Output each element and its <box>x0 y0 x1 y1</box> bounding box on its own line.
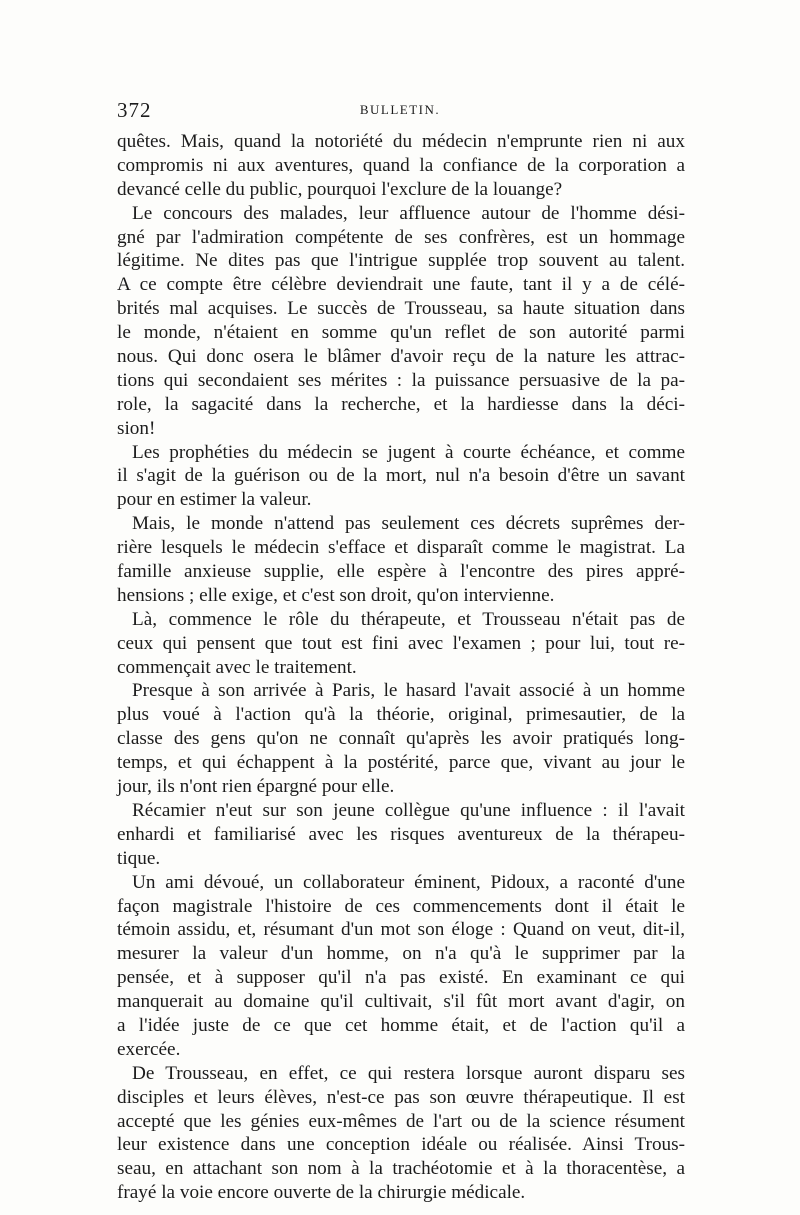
text-line: témoin assidu, et, résumant d'un mot son éloge : Quand on veut, dit-il, <box>117 919 685 941</box>
text-line: famille anxieuse supplie, elle espère à l'encontre des pires appré- <box>117 561 685 583</box>
text-line: ceux qui pensent que tout est fini avec l'examen ; pour lui, tout re- <box>117 632 685 654</box>
text-line: Les prophéties du médecin se jugent à courte échéance, et comme <box>132 441 685 463</box>
text-line: a l'idée juste de ce que cet homme était, et de l'action qu'il a <box>117 1014 685 1036</box>
text-line: tions qui secondaient ses mérites : la puissance persuasive de la pa- <box>117 369 685 391</box>
text-line: Le concours des malades, leur affluence autour de l'homme dési- <box>132 202 685 224</box>
text-line: le monde, n'étaient en somme qu'un reflet de son autorité parmi <box>117 322 685 344</box>
text-line: brités mal acquises. Le succès de Trousseau, sa haute situation dans <box>117 298 685 320</box>
text-line: A ce compte être célèbre deviendrait une faute, tant il y a de célé- <box>117 274 685 296</box>
text-line: Mais, le monde n'attend pas seulement ces décrets suprêmes der- <box>132 513 685 535</box>
text-line: leur existence dans une conception idéale ou réalisée. Ainsi Trous- <box>117 1134 685 1156</box>
text-line: rière lesquels le médecin s'efface et disparaît comme le magistrat. La <box>117 537 685 559</box>
text-line: pensée, et à supposer qu'il n'a pas existé. En examinant ce qui <box>117 967 685 989</box>
text-line: il s'agit de la guérison ou de la mort, nul n'a besoin d'être un savant <box>117 465 685 487</box>
text-line: mesurer la valeur d'un homme, on n'a qu'à le supprimer par la <box>117 943 685 965</box>
text-line: accepté que les génies eux-mêmes de l'art ou de la science résument <box>117 1110 685 1132</box>
text-line: compromis ni aux aventures, quand la confiance de la corporation a <box>117 154 685 176</box>
text-line: Récamier n'eut sur son jeune collègue qu'une influence : il l'avait <box>132 799 685 821</box>
text-line: Là, commence le rôle du thérapeute, et Trousseau n'était pas de <box>132 608 685 630</box>
text-line: façon magistrale l'histoire de ces commencements dont il était le <box>117 895 685 917</box>
text-line: Un ami dévoué, un collaborateur éminent, Pidoux, a raconté d'une <box>132 871 685 893</box>
text-line: manquerait au domaine qu'il cultivait, s'il fût mort avant d'agir, on <box>117 991 685 1013</box>
text-line: commençait avec le traitement. <box>117 656 357 678</box>
text-line: jour, ils n'ont rien épargné pour elle. <box>117 776 395 798</box>
text-line: légitime. Ne dites pas que l'intrigue supplée trop souvent au talent. <box>117 250 685 272</box>
text-line: plus voué à l'action qu'à la théorie, original, primesautier, de la <box>117 704 685 726</box>
page-number: 372 <box>117 98 152 122</box>
text-line: seau, en attachant son nom à la trachéotomie et à la thoracentèse, a <box>117 1158 685 1180</box>
text-line: quêtes. Mais, quand la notoriété du médecin n'emprunte rien ni aux <box>117 131 685 152</box>
text-line: frayé la voie encore ouverte de la chirurgie médicale. <box>117 1182 526 1204</box>
text-line: enhardi et familiarisé avec les risques aventureux de la thérapeu- <box>117 823 685 845</box>
text-line: devancé celle du public, pourquoi l'exclure de la louange? <box>117 178 563 200</box>
text-line: De Trousseau, en effet, ce qui restera lorsque auront disparu ses <box>132 1062 685 1084</box>
running-title: BULLETIN. <box>359 102 441 117</box>
text-line: tique. <box>117 847 161 869</box>
text-line: classe des gens qu'on ne connaît qu'après les avoir pratiqués long- <box>117 728 685 750</box>
text-line: disciples et leurs élèves, n'est-ce pas son œuvre thérapeutique. Il est <box>117 1086 685 1108</box>
text-line: sion! <box>117 417 156 439</box>
text-line: temps, et qui échappent à la postérité, parce que, vivant au jour le <box>117 752 685 774</box>
text-line: role, la sagacité dans la recherche, et la hardiesse dans la déci- <box>117 393 685 415</box>
text-line: pour en estimer la valeur. <box>117 489 312 511</box>
text-line: Presque à son arrivée à Paris, le hasard l'avait associé à un homme <box>132 680 685 702</box>
text-line: hensions ; elle exige, et c'est son droit, qu'on intervienne. <box>117 584 555 606</box>
text-line: exercée. <box>117 1038 181 1060</box>
text-line: nous. Qui donc osera le blâmer d'avoir reçu de la nature les attrac- <box>117 346 685 368</box>
body-text <box>117 130 685 1205</box>
text-line: gné par l'admiration compétente de ses confrères, est un hommage <box>117 226 685 248</box>
